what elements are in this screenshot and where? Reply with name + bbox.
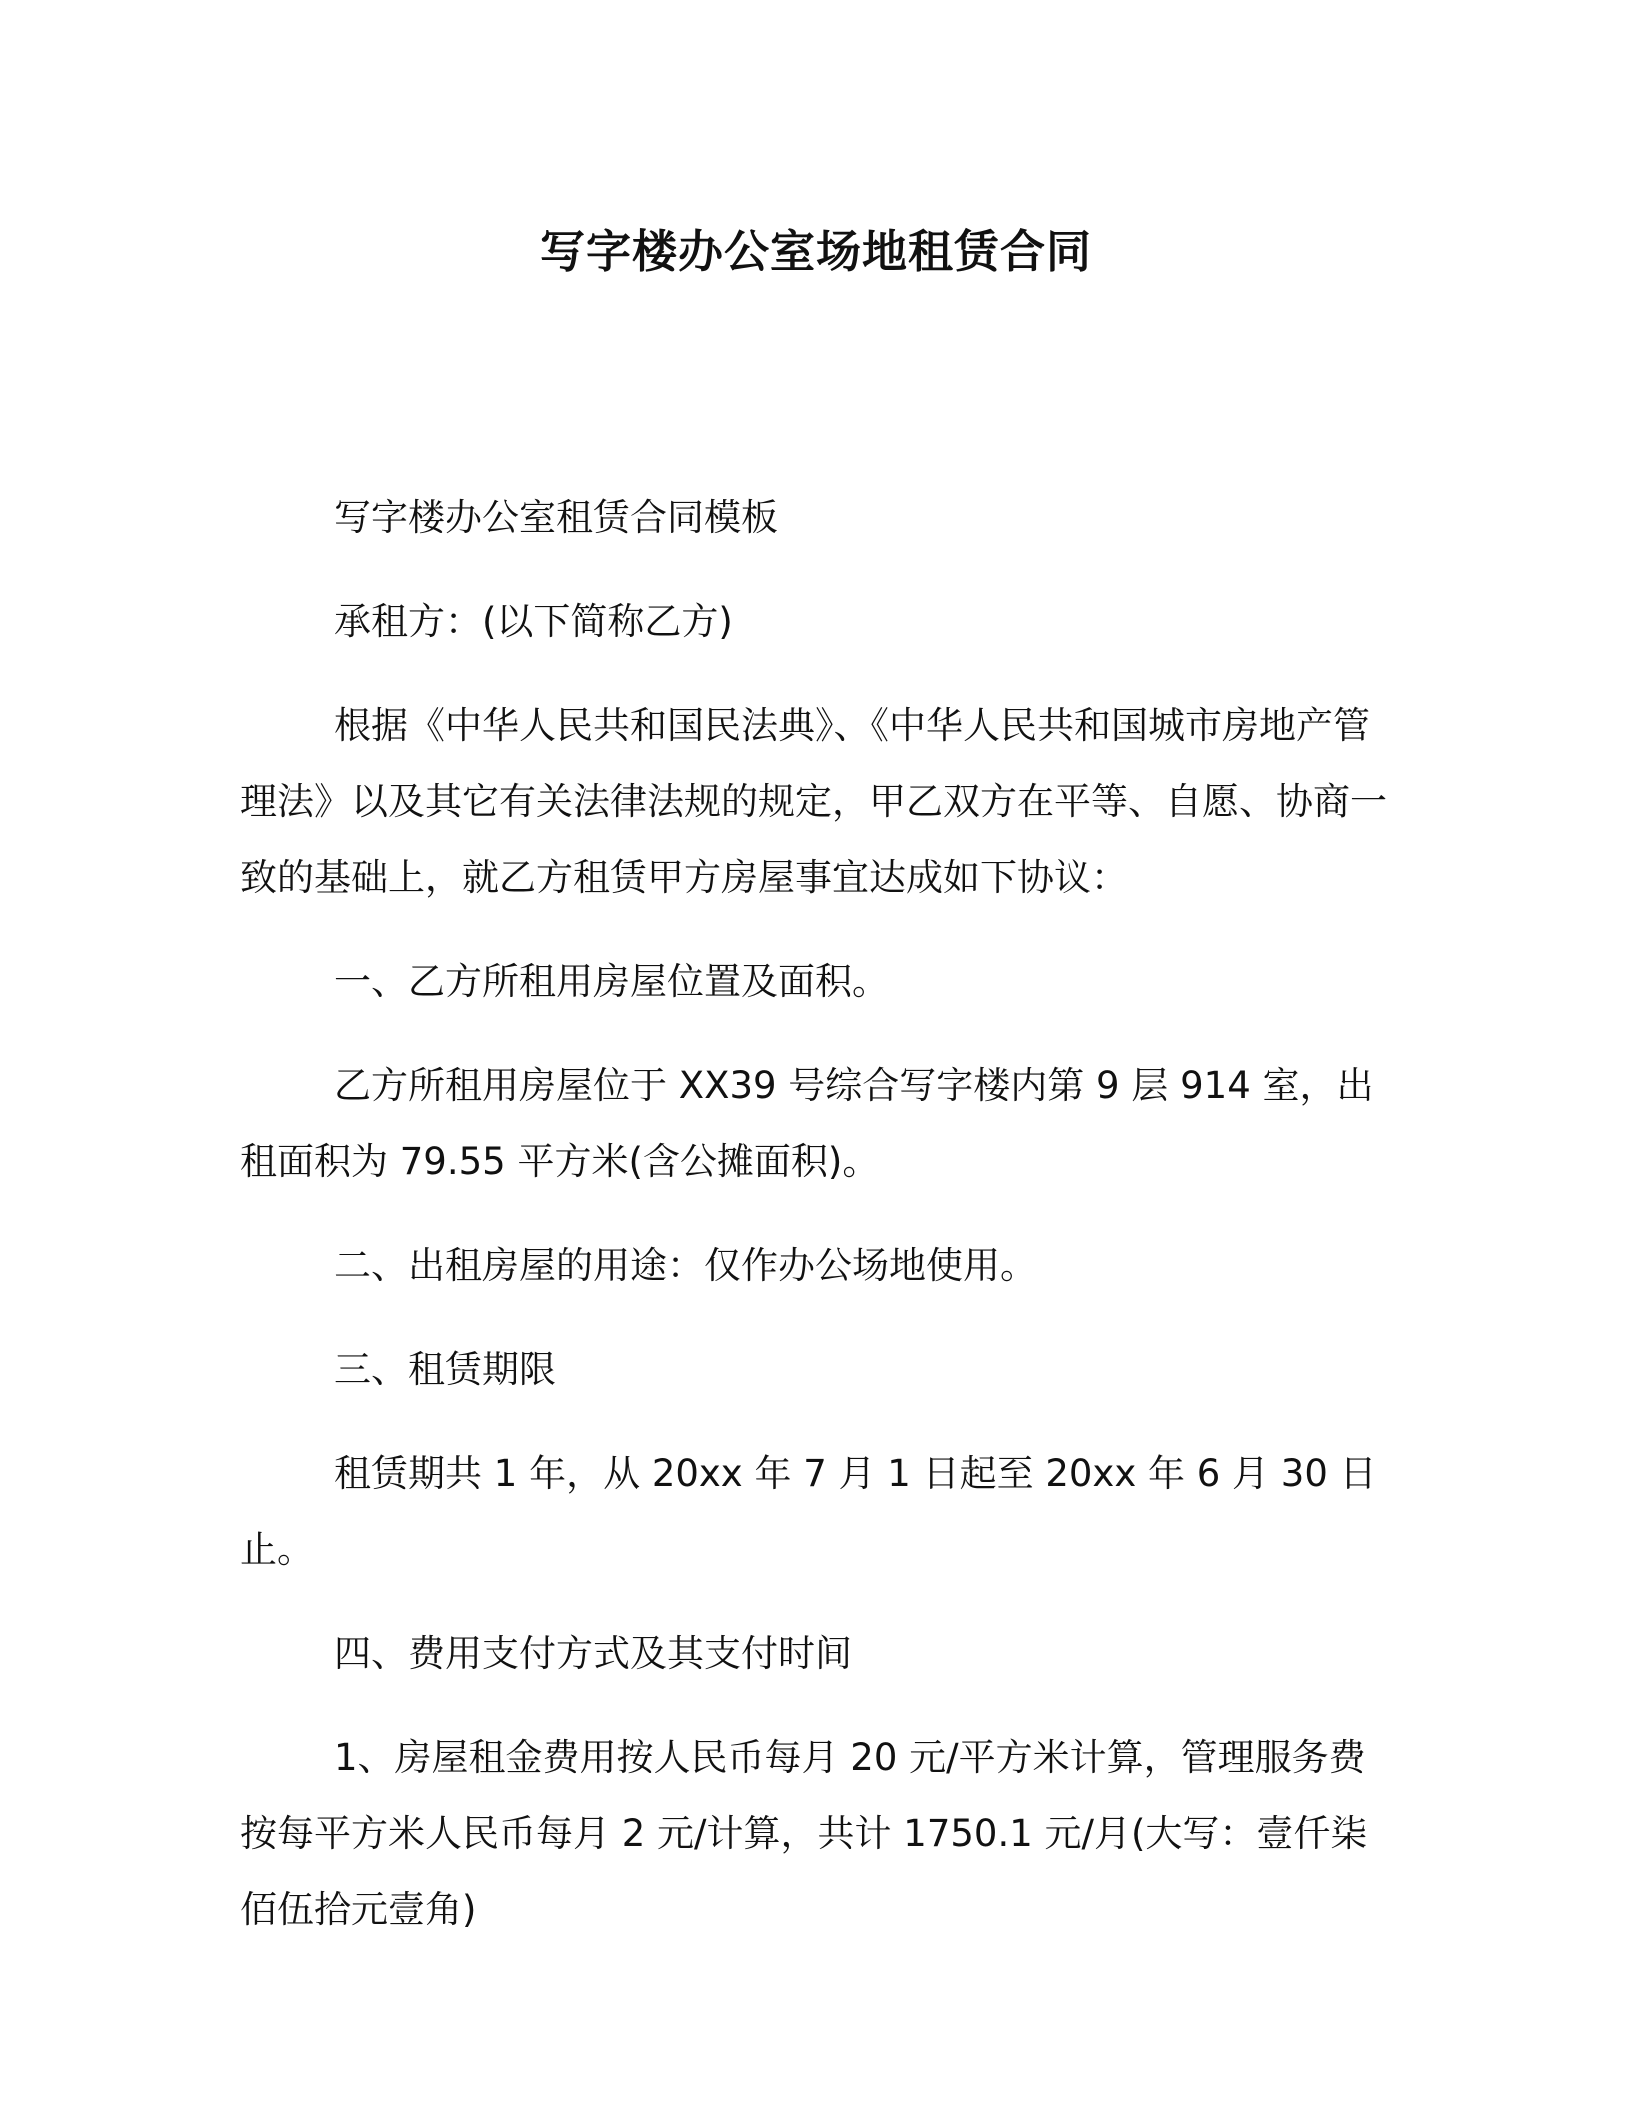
- paragraph-lessee: 承租方：(以下简称乙方): [334, 600, 733, 643]
- section-heading-term: 三、租赁期限: [334, 1348, 556, 1391]
- document-body: [240, 480, 1390, 1976]
- paragraph-legal-basis: 根据《中华人民共和国民法典》、《中华人民共和国城市房地产管理法》以及其它有关法律法规的规定，甲乙双方在平等、自愿、协商一致的基础上，就乙方租赁甲方房屋事宜达成如下协议：: [240, 704, 1387, 899]
- paragraph-term: 租赁期共 1 年，从 20xx 年 7 月 1 日起至 20xx 年 6 月 30 日止。: [240, 1452, 1377, 1571]
- section-heading-location-area: 一、乙方所租用房屋位置及面积。: [334, 960, 889, 1003]
- section-heading-usage: 二、出租房屋的用途：仅作办公场地使用。: [334, 1244, 1037, 1287]
- paragraph-location-area: 乙方所租用房屋位于 XX39 号综合写字楼内第 9 层 914 室，出租面积为 79.55 平方米(含公摊面积)。: [240, 1064, 1374, 1183]
- paragraph-template-name: 写字楼办公室租赁合同模板: [334, 496, 778, 539]
- document-title: 写字楼办公室场地租赁合同: [539, 225, 1092, 278]
- section-heading-payment: 四、费用支付方式及其支付时间: [334, 1632, 852, 1675]
- paragraph-rent-fees: 1、房屋租金费用按人民币每月 20 元/平方米计算，管理服务费按每平方米人民币每月 2 元/计算，共计 1750.1 元/月(大写：壹仟柒佰伍拾元壹角): [240, 1736, 1368, 1931]
